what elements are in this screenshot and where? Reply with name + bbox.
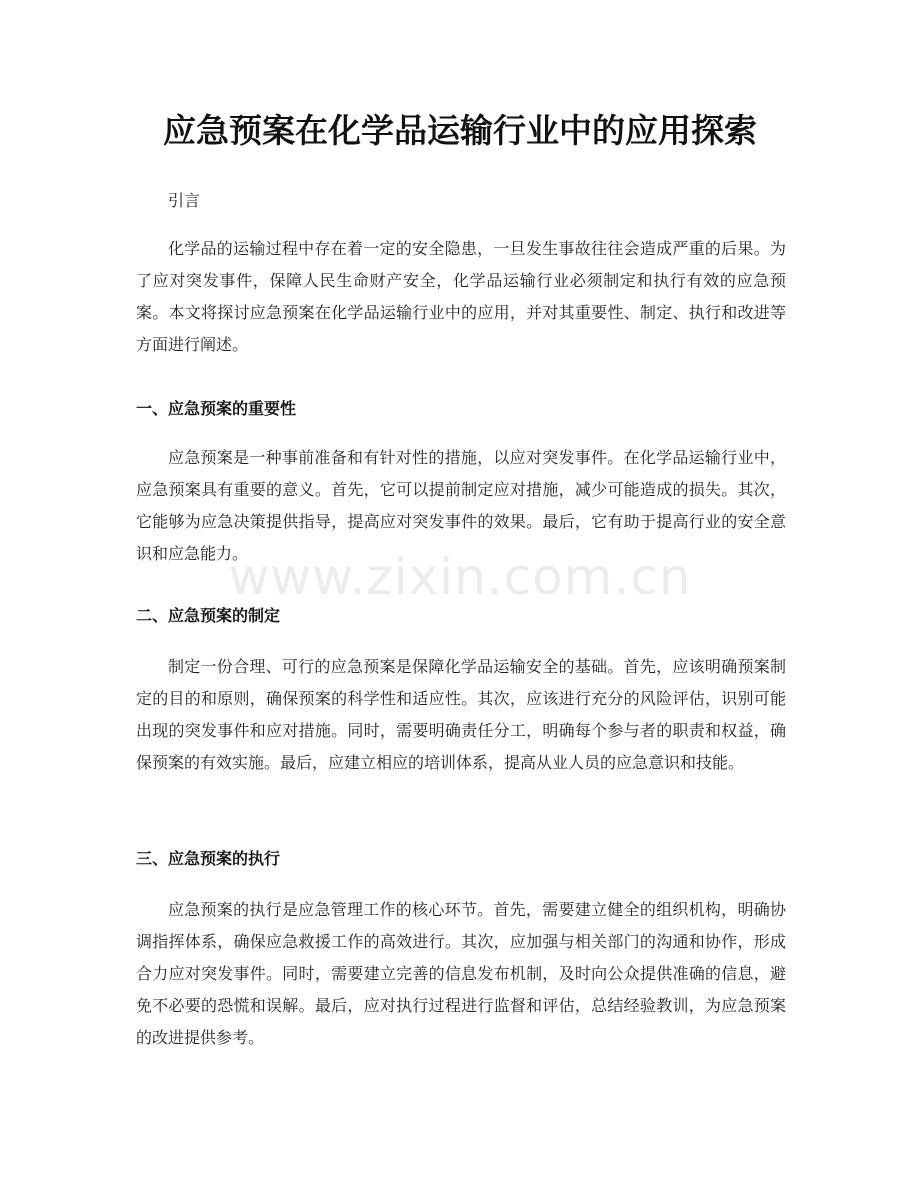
section-paragraph-importance: 应急预案是一种事前准备和有针对性的措施，以应对突发事件。在化学品运输行业中，应急预案具有重要的意义。首先，它可以提前制定应对措施，减少可能造成的损失。其次，它能够为应急决策提供指导，提高应对突发事件的效果。最后，它有助于提高行业的安全意识和应急能力。: [136, 448, 786, 563]
intro-label: 引言: [168, 191, 201, 210]
section-heading-formulation: 二、应急预案的制定: [136, 606, 281, 625]
document-title: 应急预案在化学品运输行业中的应用探索: [163, 111, 757, 150]
watermark: www.zixin.com.cn: [228, 548, 692, 606]
section-paragraph-formulation: 制定一份合理、可行的应急预案是保障化学品运输安全的基础。首先，应该明确预案制定的目的和原则，确保预案的科学性和适应性。其次，应该进行充分的风险评估，识别可能出现的突发事件和应对措施。同时，需要明确责任分工，明确每个参与者的职责和权益，确保预案的有效实施。最后，应建立相应的培训体系，提高从业人员的应急意识和技能。: [136, 657, 786, 772]
intro-paragraph: 化学品的运输过程中存在着一定的安全隐患，一旦发生事故往往会造成严重的后果。为了应对突发事件，保障人民生命财产安全，化学品运输行业必须制定和执行有效的应急预案。本文将探讨应急预案在化学品运输行业中的应用，并对其重要性、制定、执行和改进等方面进行阐述。: [136, 239, 786, 354]
section-heading-execution: 三、应急预案的执行: [136, 849, 281, 868]
section-paragraph-execution: 应急预案的执行是应急管理工作的核心环节。首先，需要建立健全的组织机构，明确协调指挥体系，确保应急救援工作的高效进行。其次，应加强与相关部门的沟通和协作，形成合力应对突发事件。同时，需要建立完善的信息发布机制，及时向公众提供准确的信息，避免不必要的恐慌和误解。最后，应对执行过程进行监督和评估，总结经验教训，为应急预案的改进提供参考。: [136, 900, 786, 1047]
section-heading-importance: 一、应急预案的重要性: [136, 399, 297, 418]
